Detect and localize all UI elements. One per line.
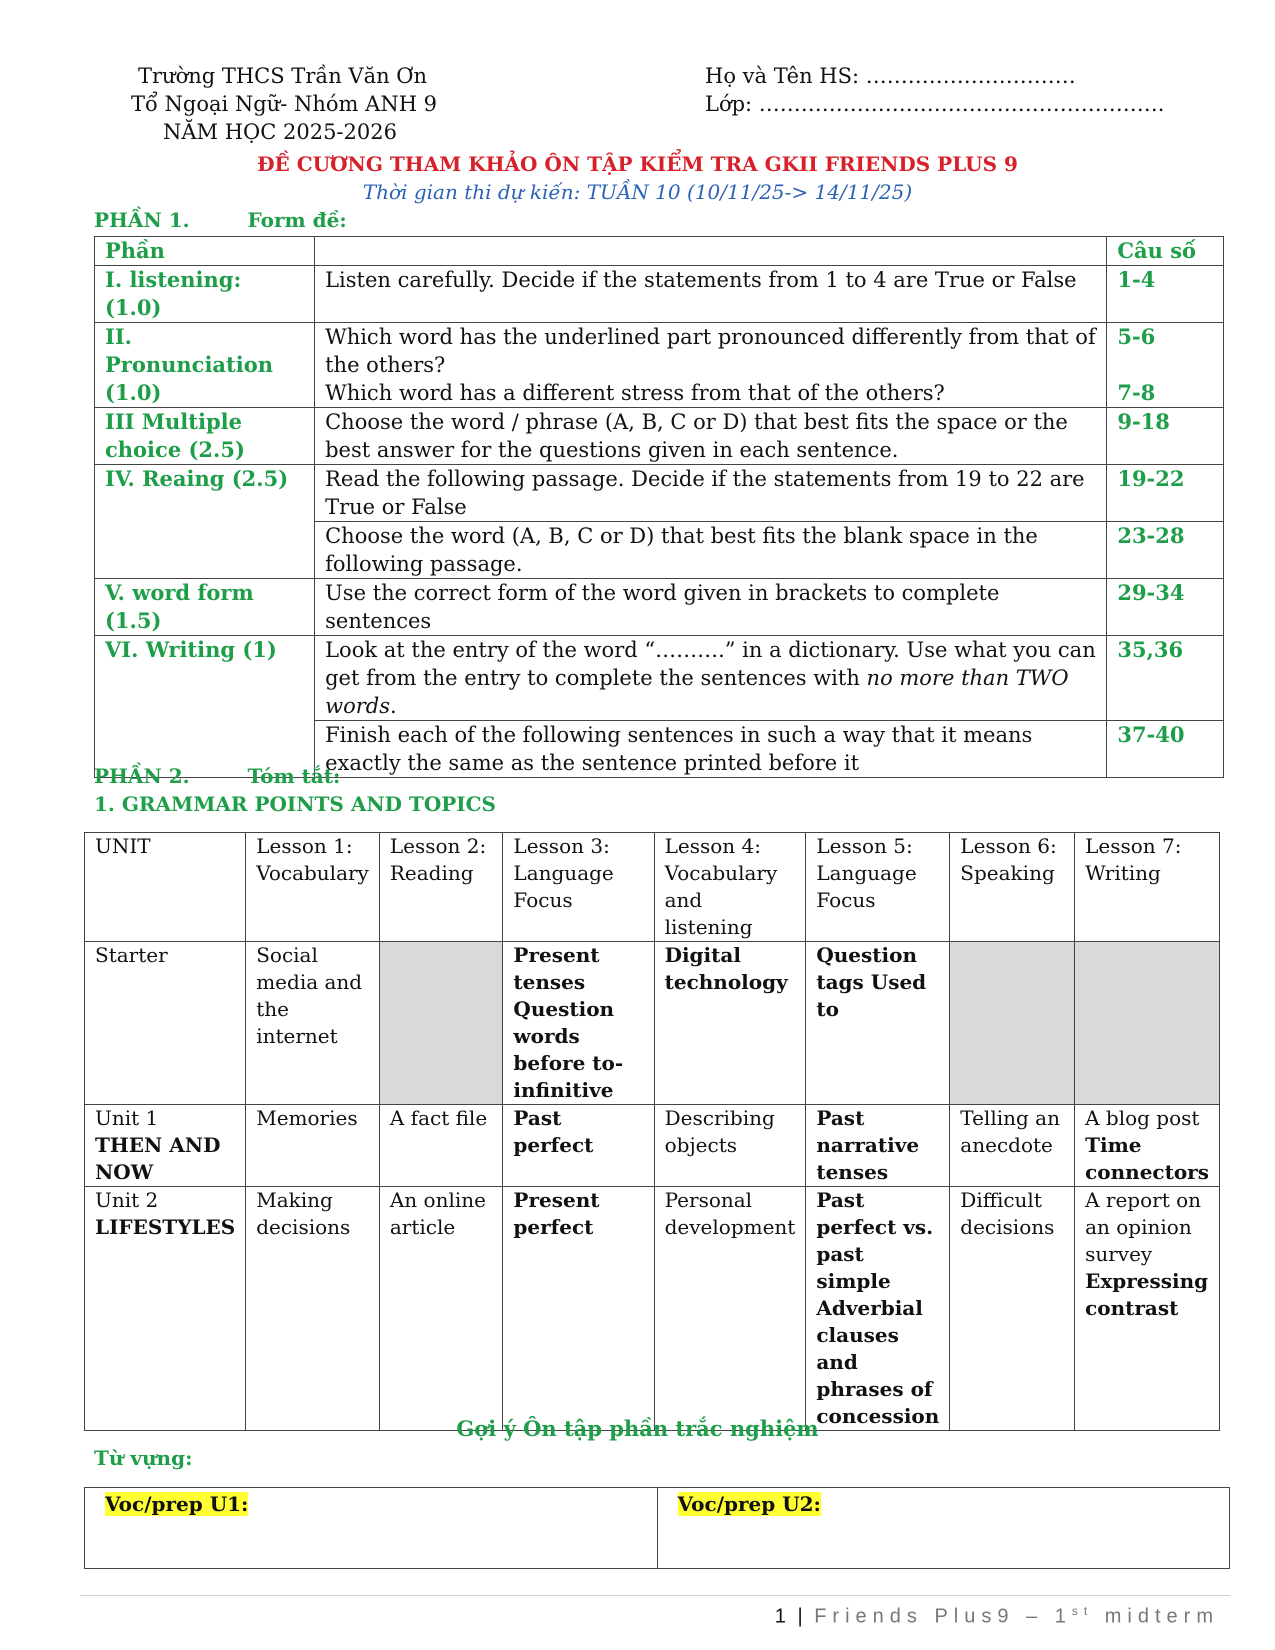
unit-title: THEN AND NOW: [95, 1133, 221, 1184]
table-cell: Telling an anecdote: [950, 1105, 1075, 1187]
grammar-table: [84, 832, 1220, 1431]
table-row: [95, 266, 1224, 323]
unit-title: LIFESTYLES: [95, 1215, 236, 1239]
table-row: [95, 408, 1224, 465]
table-cell: VI. Writing (1): [95, 636, 315, 778]
class-field: Lớp: ………………………………………………….: [705, 92, 1165, 116]
table-cell: Choose the word (A, B, C or D) that best fits the blank space in the following passage.: [315, 522, 1107, 579]
table-cell-empty: [950, 942, 1075, 1105]
table-cell-empty: [1075, 942, 1220, 1105]
table-cell: III Multiple choice (2.5): [95, 408, 315, 465]
table-cell: 37-40: [1107, 721, 1224, 778]
voc-u1-label: Voc/prep U1:: [105, 1492, 249, 1516]
table-header: Lesson 2: Reading: [379, 833, 503, 942]
table-row: [85, 1105, 1220, 1187]
table-cell: [657, 1488, 1230, 1569]
table-cell: Making decisions: [246, 1187, 380, 1431]
footer-text-2: midterm: [1104, 1605, 1219, 1628]
table-row: [85, 1187, 1220, 1431]
table-header-question: Câu số: [1107, 237, 1224, 266]
table-cell: [315, 636, 1107, 721]
table-cell: Present perfect: [503, 1187, 654, 1431]
vocab-table: [84, 1487, 1230, 1569]
part1-label: PHẦN 1.: [94, 208, 190, 232]
table-cell: 35,36: [1107, 636, 1224, 721]
document-subtitle: Thời gian thi dự kiến: TUẦN 10 (10/11/25-> 14/11/25): [362, 180, 913, 204]
footer-sup: st: [1071, 1604, 1094, 1618]
table-cell: Social media and the internet: [246, 942, 380, 1105]
table-cell: V. word form (1.5): [95, 579, 315, 636]
table-row: [85, 942, 1220, 1105]
part2-heading: [94, 764, 340, 788]
cell-text-emphasis: no more than TWO words: [325, 666, 1069, 718]
footer-text: Friends Plus9 – 1: [814, 1605, 1072, 1628]
cell-text-bold: Expressing contrast: [1085, 1269, 1209, 1320]
table-cell: [315, 323, 1107, 408]
table-header: Lesson 6: Speaking: [950, 833, 1075, 942]
table-cell: [1107, 323, 1224, 408]
table-cell: Read the following passage. Decide if the statements from 19 to 22 are True or False: [315, 465, 1107, 522]
table-cell: Past perfect vs. past simple Adverbial clauses and phrases of concession: [806, 1187, 950, 1431]
grammar-subheading: 1. GRAMMAR POINTS AND TOPICS: [94, 792, 496, 816]
table-cell: 19-22: [1107, 465, 1224, 522]
cell-text: .: [390, 694, 397, 718]
table-cell: Personal development: [654, 1187, 806, 1431]
table-cell: [85, 1187, 246, 1431]
voc-u2-label: Voc/prep U2:: [677, 1492, 821, 1516]
table-cell: IV. Reaing (2.5): [95, 465, 315, 579]
unit-label: Unit 1: [95, 1106, 159, 1130]
part1-heading: [94, 208, 347, 232]
part2-title: Tóm tắt:: [247, 764, 341, 788]
table-header: Lesson 5: Language Focus: [806, 833, 950, 942]
footer-separator: |: [797, 1605, 803, 1628]
part1-title: Form đề:: [247, 208, 347, 232]
table-row: [95, 465, 1224, 522]
table-cell: [1075, 1187, 1220, 1431]
page-footer: [775, 1604, 1219, 1629]
table-cell: Starter: [85, 942, 246, 1105]
unit-label: Unit 2: [95, 1188, 159, 1212]
table-header: Lesson 4: Vocabulary and listening: [654, 833, 806, 942]
table-cell: [1075, 1105, 1220, 1187]
table-row: [95, 237, 1224, 266]
table-cell: Past perfect: [503, 1105, 654, 1187]
table-header-part: Phần: [95, 237, 315, 266]
table-row: [85, 1488, 1230, 1569]
vocab-label: Từ vựng:: [94, 1446, 193, 1470]
table-cell: [85, 1488, 658, 1569]
review-title: Gợi ý Ôn tập phần trắc nghiệm: [456, 1416, 819, 1441]
table-cell: I. listening: (1.0): [95, 266, 315, 323]
table-header: Lesson 1: Vocabulary: [246, 833, 380, 942]
table-cell: Use the correct form of the word given in brackets to complete sentences: [315, 579, 1107, 636]
table-cell: II. Pronunciation (1.0): [95, 323, 315, 408]
table-row: [95, 579, 1224, 636]
cell-text: A blog post: [1085, 1106, 1200, 1130]
table-cell: Listen carefully. Decide if the statements from 1 to 4 are True or False: [315, 266, 1107, 323]
table-cell: Describing objects: [654, 1105, 806, 1187]
table-cell: 23-28: [1107, 522, 1224, 579]
table-cell: Memories: [246, 1105, 380, 1187]
cell-text: A report on an opinion survey: [1085, 1188, 1202, 1266]
exam-form-table: [94, 236, 1224, 778]
cell-line: 7-8: [1117, 380, 1156, 405]
cell-line: Which word has the underlined part pronounced differently from that of the others?: [325, 325, 1096, 377]
department-name: Tổ Ngoại Ngữ- Nhóm ANH 9: [131, 92, 438, 116]
table-row: [95, 636, 1224, 721]
table-cell: 1-4: [1107, 266, 1224, 323]
school-year: NĂM HỌC 2025-2026: [163, 120, 397, 144]
table-cell: Present tenses Question words before to-infinitive: [503, 942, 654, 1105]
page-number: 1: [774, 1605, 786, 1628]
table-cell: Choose the word / phrase (A, B, C or D) that best fits the space or the best answer for the questions given in each sentence.: [315, 408, 1107, 465]
table-cell: Digital technology: [654, 942, 806, 1105]
table-header: Lesson 3: Language Focus: [503, 833, 654, 942]
table-cell: A fact file: [379, 1105, 503, 1187]
table-header: UNIT: [85, 833, 246, 942]
footer-divider: [80, 1595, 1230, 1596]
table-cell: Past narrative tenses: [806, 1105, 950, 1187]
school-name: Trường THCS Trần Văn Ơn: [138, 64, 428, 88]
cell-text-bold: Time connectors: [1085, 1133, 1209, 1184]
document-title: ĐỀ CƯƠNG THAM KHẢO ÔN TẬP KIỂM TRA GKII FRIENDS PLUS 9: [257, 152, 1018, 176]
table-cell: Finish each of the following sentences in such a way that it means exactly the same as the sentence printed before it: [315, 721, 1107, 778]
table-cell: [85, 1105, 246, 1187]
table-cell: An online article: [379, 1187, 503, 1431]
table-header: Lesson 7: Writing: [1075, 833, 1220, 942]
part2-label: PHẦN 2.: [94, 764, 190, 788]
table-cell: Question tags Used to: [806, 942, 950, 1105]
table-cell: 29-34: [1107, 579, 1224, 636]
table-cell: Difficult decisions: [950, 1187, 1075, 1431]
table-header-desc: [315, 237, 1107, 266]
cell-line: Which word has a different stress from that of the others?: [325, 381, 945, 405]
table-cell-empty: [379, 942, 503, 1105]
table-cell: 9-18: [1107, 408, 1224, 465]
table-row: [85, 833, 1220, 942]
table-row: [95, 323, 1224, 408]
cell-text: Look at the entry of the word “……….” in a dictionary. Use what you can get from the entry to complete the sentences with: [325, 638, 1096, 690]
cell-line: 5-6: [1117, 324, 1156, 349]
student-name-field: Họ và Tên HS: …………………………: [705, 64, 1076, 88]
